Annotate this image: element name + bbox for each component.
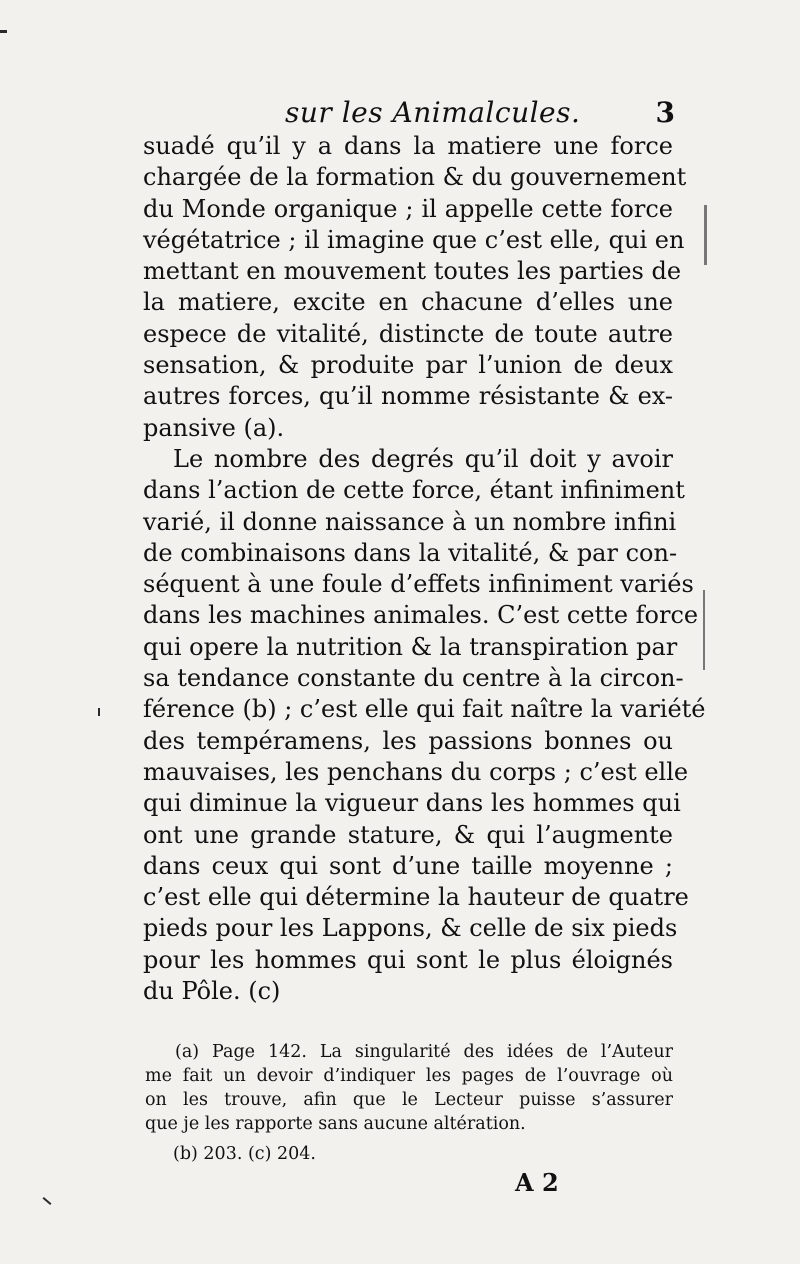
text-line: férence (b) ; c’est elle qui fait naître la variété xyxy=(143,695,706,724)
text-line: Le nombre des degrés qu’il doit y avoir xyxy=(173,444,673,473)
text-line: varié, il donne naissance à un nombre infini xyxy=(143,507,677,536)
footnote-line: que je les rapporte sans aucune altération. xyxy=(145,1114,526,1134)
text-line: pansive (a). xyxy=(143,413,285,442)
page-header xyxy=(285,96,675,132)
text-line: qui diminue la vigueur dans les hommes qui xyxy=(143,789,681,818)
text-line: mettant en mouvement toutes les parties de xyxy=(143,257,682,286)
text-line: ont une grande stature, & qui l’augmente xyxy=(143,820,673,849)
page-number: 3 xyxy=(655,96,675,129)
text-line: qui opere la nutrition & la transpiration par xyxy=(143,632,678,661)
text-line: dans l’action de cette force, étant infiniment xyxy=(143,476,685,505)
main-text xyxy=(143,131,706,1007)
footnote-refs: (b) 203. (c) 204. xyxy=(173,1144,316,1164)
text-line: la matiere, excite en chacune d’elles une xyxy=(143,288,673,317)
footnote-line: me fait un devoir d’indiquer les pages de l’ouvrage où xyxy=(145,1066,673,1086)
text-line: chargée de la formation & du gouvernement xyxy=(143,163,687,192)
text-line: végétatrice ; il imagine que c’est elle, qui en xyxy=(143,225,685,254)
text-line: espece de vitalité, distincte de toute autre xyxy=(143,319,673,348)
text-line: des tempéramens, les passions bonnes ou xyxy=(143,726,673,755)
text-line: du Pôle. (c) xyxy=(143,977,281,1006)
margin-speck xyxy=(98,708,100,716)
text-line: sensation, & produite par l’union de deux xyxy=(143,351,673,380)
running-title: sur les Animalcules. xyxy=(285,96,581,129)
left-edge-mark xyxy=(0,30,7,33)
text-line: dans les machines animales. C’est cette force xyxy=(143,601,699,630)
footnotes xyxy=(145,1040,673,1166)
text-line: de combinaisons dans la vitalité, & par con- xyxy=(143,538,678,567)
margin-speck xyxy=(43,1197,52,1205)
text-line: dans ceux qui sont d’une taille moyenne ; xyxy=(143,851,673,880)
text-line: pieds pour les Lappons, & celle de six pieds xyxy=(143,914,678,943)
footnote-line: (a) Page 142. La singularité des idées de l’Auteur xyxy=(175,1042,673,1062)
text-line: pour les hommes qui sont le plus éloignés xyxy=(143,945,673,974)
text-line: mauvaises, les penchans du corps ; c’est elle xyxy=(143,757,689,786)
text-line: séquent à une foule d’effets infiniment variés xyxy=(143,570,694,599)
text-line: suadé qu’il y a dans la matiere une force xyxy=(143,132,673,160)
text-line: sa tendance constante du centre à la circon- xyxy=(143,664,684,693)
margin-speck xyxy=(703,590,705,670)
margin-speck xyxy=(704,205,707,265)
text-line: autres forces, qu’il nomme résistante & ex- xyxy=(143,382,673,411)
text-line: du Monde organique ; il appelle cette force xyxy=(143,194,673,223)
signature-mark: A 2 xyxy=(515,1168,559,1197)
text-line: c’est elle qui détermine la hauteur de quatre xyxy=(143,883,689,912)
footnote-line: on les trouve, afin que le Lecteur puisse s’assurer xyxy=(145,1090,673,1110)
